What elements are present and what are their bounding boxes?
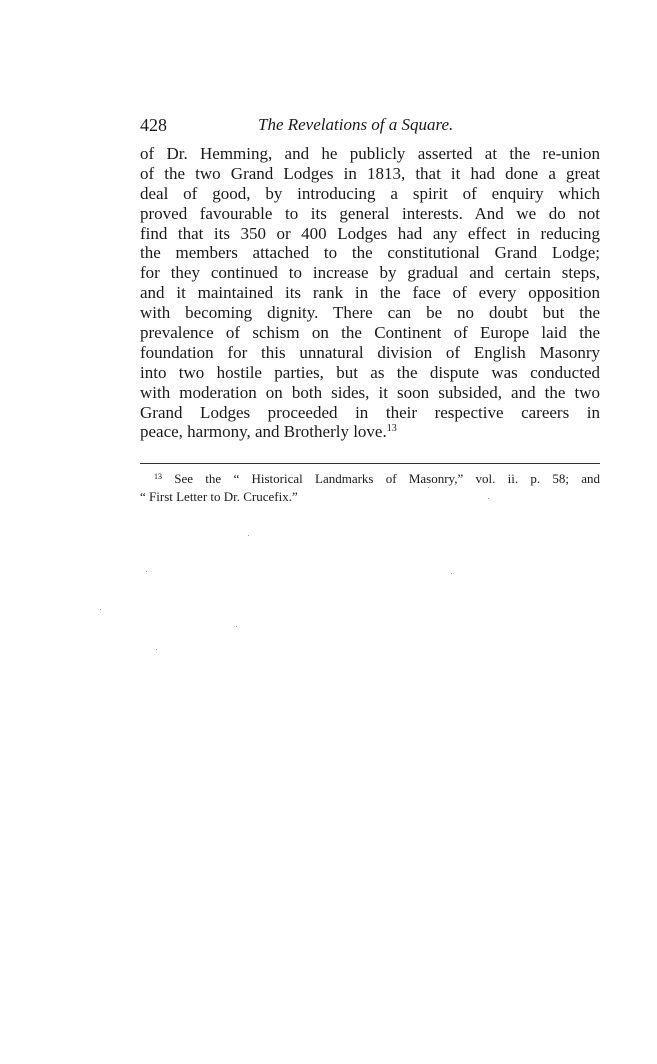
body-paragraph xyxy=(140,144,600,442)
text-line: Grand Lodges proceeded in their respective careers in xyxy=(140,402,600,422)
paper-speck xyxy=(488,498,489,499)
text-line: proved favourable to its general interests. And we do not xyxy=(140,203,600,223)
paper-speck xyxy=(156,649,157,650)
footnote-line xyxy=(140,470,600,488)
page-number: 428 xyxy=(140,115,167,135)
text-line: find that its 350 or 400 Lodges had any effect in reducing xyxy=(140,223,600,243)
paper-speck xyxy=(248,535,249,536)
paper-speck xyxy=(451,573,452,574)
running-head xyxy=(140,114,600,138)
text-line-content: peace, harmony, and Brotherly love. xyxy=(140,422,387,442)
text-line: into two hostile parties, but as the dispute was conducted xyxy=(140,362,600,382)
paper-speck xyxy=(146,571,147,572)
footnote-rule xyxy=(140,463,600,464)
text-line: foundation for this unnatural division of English Masonry xyxy=(140,342,600,362)
text-line-last xyxy=(140,422,600,442)
footnote xyxy=(140,470,600,506)
paper-speck xyxy=(100,609,101,610)
paper-speck xyxy=(428,487,429,488)
running-title: The Revelations of a Square. xyxy=(258,115,454,134)
text-line: of the two Grand Lodges in 1813, that it had done a great xyxy=(140,163,600,183)
footnote-line xyxy=(140,488,600,506)
text-line: with moderation on both sides, it soon subsided, and the two xyxy=(140,382,600,402)
text-line: with becoming dignity. There can be no doubt but the xyxy=(140,303,600,323)
text-line: prevalence of schism on the Continent of Europe laid the xyxy=(140,323,600,343)
footnote-text: “ First Letter to Dr. Crucefix.” xyxy=(140,489,298,504)
footnote-reference[interactable]: 13 xyxy=(386,423,397,435)
paper-speck xyxy=(236,626,237,627)
footnote-marker: 13 xyxy=(154,472,162,481)
text-line: and it maintained its rank in the face of every opposition xyxy=(140,283,600,303)
text-line: for they continued to increase by gradual and certain steps, xyxy=(140,263,600,283)
text-line: the members attached to the constitutional Grand Lodge; xyxy=(140,243,600,263)
footnote-text: See the “ Historical Landmarks of Masonry,” vol. ii. p. 58; and xyxy=(174,471,601,486)
text-line: of Dr. Hemming, and he publicly asserted at the re-union xyxy=(140,144,600,163)
text-line: deal of good, by introducing a spirit of enquiry which xyxy=(140,183,600,203)
